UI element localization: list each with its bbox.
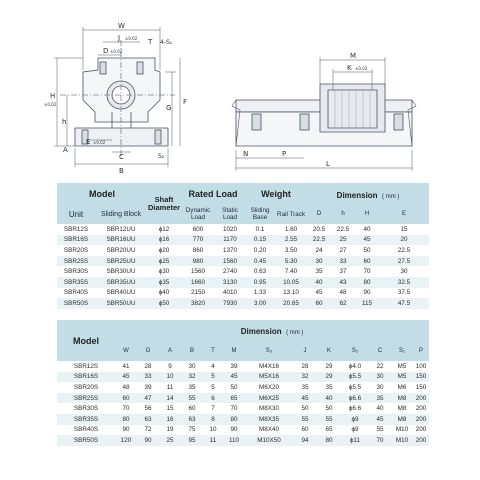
table-cell: ϕ35 xyxy=(147,277,181,288)
table-cell: 80 xyxy=(317,435,341,446)
table-cell: SBR30UU xyxy=(95,266,147,277)
table-cell: 22.5 xyxy=(307,235,331,246)
table-cell: 35 xyxy=(317,382,341,393)
table-cell: 45 xyxy=(115,372,137,383)
table-cell: 60 xyxy=(181,403,203,414)
table-cell: 3.00 xyxy=(245,298,275,309)
label-K-tol: ±0.02 xyxy=(355,66,368,71)
dimension-table-body xyxy=(57,361,429,446)
table-cell: M8 xyxy=(391,414,413,425)
label-W: W xyxy=(118,22,125,30)
label-G: G xyxy=(166,104,172,112)
table-cell: ϕ30 xyxy=(147,266,181,277)
table-cell: M5X16 xyxy=(245,372,293,383)
table-cell: 600 xyxy=(181,224,215,235)
table-cell: 5 xyxy=(203,382,223,393)
rated-load-table xyxy=(57,183,429,309)
table-cell: 35 xyxy=(181,382,203,393)
table-cell: 90 xyxy=(223,425,245,436)
header-model: Model xyxy=(89,188,115,199)
drawing-svg xyxy=(0,0,480,175)
table-cell: 80 xyxy=(223,414,245,425)
table-cell: 4 xyxy=(203,361,223,372)
subheader-dim: T xyxy=(211,347,215,354)
table-cell: 60 xyxy=(293,425,317,436)
table-cell: 1660 xyxy=(181,277,215,288)
table-cell: 48 xyxy=(115,382,137,393)
table-cell: 35 xyxy=(307,266,331,277)
table-cell: SBR40S xyxy=(57,425,115,436)
table-cell: SBR16UU xyxy=(95,235,147,246)
table-cell: 22.5 xyxy=(331,224,355,235)
table-cell: 50 xyxy=(317,403,341,414)
label-N: N xyxy=(243,150,249,158)
support-hole-3 xyxy=(394,114,403,130)
table-row xyxy=(57,245,429,256)
label-D: D xyxy=(103,47,109,55)
table-row xyxy=(57,435,429,446)
table-cell: ϕ50 xyxy=(147,298,181,309)
header-weight: Weight xyxy=(261,188,291,199)
table-cell: SBR50S xyxy=(57,298,95,309)
base-hole-right xyxy=(155,130,161,144)
table-row xyxy=(57,382,429,393)
subheader-sliding-block: Sliding Block xyxy=(100,210,142,218)
table-row xyxy=(57,372,429,383)
table-cell: SBR25UU xyxy=(95,256,147,267)
table-cell: 9 xyxy=(159,361,181,372)
table-cell: M5 xyxy=(391,361,413,372)
table-cell: 40 xyxy=(307,277,331,288)
table-cell: 62 xyxy=(331,298,355,309)
table-cell: 16 xyxy=(159,414,181,425)
table-cell: 55 xyxy=(293,414,317,425)
table-cell: M6X25 xyxy=(245,393,293,404)
table-cell: 7 xyxy=(203,403,223,414)
table-cell: 0.45 xyxy=(245,256,275,267)
table-cell: 80 xyxy=(355,277,379,288)
table-cell: 30 xyxy=(369,372,391,383)
table-cell: ϕ20 xyxy=(147,245,181,256)
table-cell: ϕ40 xyxy=(147,288,181,299)
table-cell: 35 xyxy=(369,393,391,404)
table-cell: 13.10 xyxy=(275,288,307,299)
table-cell: 200 xyxy=(413,425,429,436)
table-cell: 55 xyxy=(317,414,341,425)
table-cell: 1560 xyxy=(215,256,245,267)
subheader-dim: M xyxy=(231,347,237,354)
header-dimension-2-label: Dimension xyxy=(240,327,282,336)
table-cell: 200 xyxy=(413,414,429,425)
table-cell: 94 xyxy=(293,435,317,446)
table-cell: 1370 xyxy=(215,245,245,256)
table-cell: 37.5 xyxy=(379,288,429,299)
table-cell: 55 xyxy=(181,393,203,404)
table-cell: 24 xyxy=(307,245,331,256)
subheader-unit: Unit xyxy=(68,209,84,219)
table-cell: 150 xyxy=(413,372,429,383)
table-cell: SBR20S xyxy=(57,245,95,256)
subheader-rail-track: Rail Track xyxy=(277,210,306,218)
table-cell: 7.40 xyxy=(275,266,307,277)
table-cell: 65 xyxy=(223,393,245,404)
table-cell: 7930 xyxy=(215,298,245,309)
table-cell: ϕ6.6 xyxy=(341,403,369,414)
table-cell: 4010 xyxy=(215,288,245,299)
table-cell: 0.1 xyxy=(245,224,275,235)
dim-M xyxy=(320,57,385,84)
label-H: H xyxy=(50,92,56,100)
table-cell: SBR12S xyxy=(57,361,115,372)
table-row xyxy=(57,361,429,372)
table-cell: 90 xyxy=(115,425,137,436)
table-cell: 29 xyxy=(317,372,341,383)
subheader-dim: P xyxy=(419,347,424,354)
table-cell: 60 xyxy=(307,298,331,309)
table-cell: 11 xyxy=(203,435,223,446)
table-cell: 50 xyxy=(355,245,379,256)
table-cell: 90 xyxy=(355,288,379,299)
table-cell: 860 xyxy=(181,245,215,256)
table-cell: M10 xyxy=(391,425,413,436)
table-cell: M6X20 xyxy=(245,382,293,393)
table-cell: SBR35S xyxy=(57,277,95,288)
table-cell: 70 xyxy=(369,435,391,446)
table-cell: 48 xyxy=(331,288,355,299)
subheader-E: E xyxy=(402,211,407,217)
table-cell: 30 xyxy=(379,266,429,277)
table-cell: 30 xyxy=(181,361,203,372)
table-cell: ϕ6.6 xyxy=(341,393,369,404)
label-T: T xyxy=(148,38,153,46)
table-cell: 2150 xyxy=(181,288,215,299)
label-J-tol: ±0.02 xyxy=(125,36,138,41)
table-cell: 0.20 xyxy=(245,245,275,256)
table-cell: SBR25S xyxy=(57,256,95,267)
label-K: K xyxy=(347,64,352,72)
table-cell: 5.30 xyxy=(275,256,307,267)
header-dimension-2 xyxy=(115,320,429,340)
header-dimension xyxy=(307,183,429,204)
table-cell: 39 xyxy=(223,361,245,372)
table-cell: 2740 xyxy=(215,266,245,277)
table-cell: 5 xyxy=(203,372,223,383)
table-cell: 20.65 xyxy=(275,298,307,309)
table-cell: 30 xyxy=(307,256,331,267)
table-row xyxy=(57,235,429,246)
table-cell: 40 xyxy=(369,403,391,414)
table-cell: 45 xyxy=(355,235,379,246)
subheader-dim: C xyxy=(377,347,383,354)
table-cell: 200 xyxy=(413,435,429,446)
table-cell: M8 xyxy=(391,393,413,404)
table-cell: 980 xyxy=(181,256,215,267)
subheader-dim: W xyxy=(123,347,129,354)
table-cell: 29 xyxy=(317,361,341,372)
table-cell: 1170 xyxy=(215,235,245,246)
table-cell: SBR50UU xyxy=(95,298,147,309)
label-E-tol: ±0.02 xyxy=(93,140,106,145)
table-cell: 72 xyxy=(137,425,159,436)
table-cell: 15 xyxy=(159,403,181,414)
table-cell: SBR35UU xyxy=(95,277,147,288)
table-cell: SBR12UU xyxy=(95,224,147,235)
table-cell: SBR40S xyxy=(57,288,95,299)
table-cell: 50 xyxy=(223,382,245,393)
table-cell: 32 xyxy=(293,372,317,383)
table-row xyxy=(57,414,429,425)
table-cell: 28 xyxy=(293,361,317,372)
table-cell: 39 xyxy=(137,382,159,393)
table-row xyxy=(57,256,429,267)
table-cell: 70 xyxy=(223,403,245,414)
table-row xyxy=(57,298,429,309)
label-P: P xyxy=(282,150,287,158)
table-cell: 0.63 xyxy=(245,266,275,277)
table-cell: ϕ12 xyxy=(147,224,181,235)
technical-drawing xyxy=(0,0,480,175)
table-cell: 47.5 xyxy=(379,298,429,309)
label-J: J xyxy=(118,34,121,42)
table-cell: 55 xyxy=(369,425,391,436)
table-cell: 115 xyxy=(355,298,379,309)
table-cell: 1020 xyxy=(215,224,245,235)
table-cell: 6 xyxy=(203,393,223,404)
table-cell: 33 xyxy=(331,256,355,267)
table-cell: M8X35 xyxy=(245,414,293,425)
table-cell: M10X50 xyxy=(245,435,293,446)
table-cell: 25 xyxy=(159,435,181,446)
table-cell: 70 xyxy=(115,403,137,414)
table-cell: 95 xyxy=(181,435,203,446)
table-cell: ϕ5.5 xyxy=(341,382,369,393)
table-cell: SBR20UU xyxy=(95,245,147,256)
table-cell: 63 xyxy=(137,414,159,425)
table-cell: 20.5 xyxy=(307,224,331,235)
table-cell: 60 xyxy=(115,393,137,404)
dim-L xyxy=(236,150,412,171)
table-cell: 200 xyxy=(413,403,429,414)
table-cell: SBR40UU xyxy=(95,288,147,299)
table-cell: 65 xyxy=(317,425,341,436)
table-cell: 28 xyxy=(137,361,159,372)
table-cell: 1560 xyxy=(181,266,215,277)
table-cell: SBR35S xyxy=(57,414,115,425)
table-cell: SBR16S xyxy=(57,235,95,246)
rated-load-table-body xyxy=(57,224,429,309)
table-cell: 43 xyxy=(331,277,355,288)
table-row xyxy=(57,224,429,235)
table-cell: 22 xyxy=(369,361,391,372)
table-cell: 10 xyxy=(159,372,181,383)
subheader-D: D xyxy=(316,211,322,217)
table-row xyxy=(57,288,429,299)
table-cell: 3820 xyxy=(181,298,215,309)
table-cell: 63 xyxy=(181,414,203,425)
table-cell: 70 xyxy=(355,266,379,277)
table-cell: SBR20S xyxy=(57,382,115,393)
table-cell: 770 xyxy=(181,235,215,246)
block-hole-left xyxy=(100,62,106,74)
subheader-dim: S₃ xyxy=(265,347,273,354)
table-cell: 45 xyxy=(307,288,331,299)
table-cell: 0.15 xyxy=(245,235,275,246)
table-row xyxy=(57,277,429,288)
block-hole-right xyxy=(137,62,143,74)
table-cell: 80 xyxy=(115,414,137,425)
table-cell: M8X40 xyxy=(245,425,293,436)
table-cell: 10.05 xyxy=(275,277,307,288)
table-cell: 14 xyxy=(159,393,181,404)
table-cell: 41 xyxy=(115,361,137,372)
table-cell: SBR30S xyxy=(57,403,115,414)
table-row xyxy=(57,425,429,436)
label-F: F xyxy=(183,98,188,106)
subheader-sliding-base: Sliding Base xyxy=(250,207,270,221)
table-cell: 150 xyxy=(413,382,429,393)
table-cell: 40 xyxy=(355,224,379,235)
table-cell: M8 xyxy=(391,403,413,414)
table-cell: 22.5 xyxy=(379,245,429,256)
table-cell: 3130 xyxy=(215,277,245,288)
label-A: A xyxy=(63,146,68,154)
table-cell: 0.95 xyxy=(245,277,275,288)
header-shaft-diameter: Shaft Diameter xyxy=(147,194,181,212)
label-D-tol: ±0.02 xyxy=(110,49,123,54)
table-cell: 19 xyxy=(159,425,181,436)
table-cell: ϕ11 xyxy=(341,435,369,446)
table-cell: SBR30S xyxy=(57,266,95,277)
subheader-dim: S₁ xyxy=(398,347,406,354)
subheader-h: h xyxy=(341,211,345,217)
table-cell: SBR16S xyxy=(57,372,115,383)
header-model-2: Model xyxy=(73,335,99,346)
header-rated-load: Rated Load xyxy=(188,188,238,199)
table-cell: 110 xyxy=(223,435,245,446)
table-cell: 11 xyxy=(159,382,181,393)
subheader-dynamic-load: Dynamic Load xyxy=(185,207,211,221)
table-cell: M6 xyxy=(391,382,413,393)
label-S2: S₂ xyxy=(158,153,165,160)
subheader-static-load: Static Load xyxy=(222,207,238,221)
label-M: M xyxy=(350,52,357,60)
table-cell: 37 xyxy=(331,266,355,277)
table-cell: ϕ9 xyxy=(341,414,369,425)
label-h: h xyxy=(62,118,67,126)
table-cell: SBR50S xyxy=(57,435,115,446)
table-cell: M4X16 xyxy=(245,361,293,372)
table-cell: 10 xyxy=(203,425,223,436)
table-cell: 1.60 xyxy=(275,224,307,235)
support-hole-1 xyxy=(252,114,261,130)
subheader-dim: A xyxy=(167,347,172,354)
table-cell: 50 xyxy=(293,403,317,414)
table-cell: 200 xyxy=(413,393,429,404)
table-cell: 32.5 xyxy=(379,277,429,288)
table-cell: 15 xyxy=(379,224,429,235)
table-cell: 25 xyxy=(331,235,355,246)
table-row xyxy=(57,403,429,414)
table-cell: M10 xyxy=(391,435,413,446)
table-cell: ϕ25 xyxy=(147,256,181,267)
header-dimension-label: Dimension xyxy=(336,190,378,200)
label-B: B xyxy=(119,167,124,175)
table-cell: 40 xyxy=(317,393,341,404)
subheader-dim: B xyxy=(189,347,194,354)
subheader-H: H xyxy=(364,211,370,217)
table-cell: 27 xyxy=(331,245,355,256)
subheader-dim: K xyxy=(326,347,331,354)
label-L: L xyxy=(326,160,330,168)
table-cell: 3.50 xyxy=(275,245,307,256)
table-cell: 27.5 xyxy=(379,256,429,267)
table-cell: 45 xyxy=(369,414,391,425)
label-H-tol: ±0.02 xyxy=(44,102,57,107)
table-cell: 30 xyxy=(369,382,391,393)
table-cell: 45 xyxy=(223,372,245,383)
table-cell: M8X30 xyxy=(245,403,293,414)
label-S1: 4-S₁ xyxy=(160,39,173,46)
table-cell: SBR25S xyxy=(57,393,115,404)
table-cell: 56 xyxy=(137,403,159,414)
label-E: E xyxy=(86,138,91,146)
dimension-table xyxy=(57,320,429,446)
table-cell: ϕ9 xyxy=(341,425,369,436)
table-cell: 1.33 xyxy=(245,288,275,299)
table-cell: 45 xyxy=(293,393,317,404)
table-cell: 8 xyxy=(203,414,223,425)
side-block xyxy=(320,84,385,132)
header-dimension-2-unit: ( mm ) xyxy=(286,330,304,336)
table-cell: ϕ5.5 xyxy=(341,372,369,383)
subheader-dim: J xyxy=(303,347,307,354)
table-row xyxy=(57,266,429,277)
table-row xyxy=(57,393,429,404)
table-cell: 75 xyxy=(181,425,203,436)
table-cell: 100 xyxy=(413,361,429,372)
table-cell: 32 xyxy=(181,372,203,383)
table-cell: 90 xyxy=(137,435,159,446)
table-cell: 2.55 xyxy=(275,235,307,246)
table-cell: 120 xyxy=(115,435,137,446)
table-cell: 47 xyxy=(137,393,159,404)
table-cell: ϕ16 xyxy=(147,235,181,246)
table-cell: 33 xyxy=(137,372,159,383)
table-cell: 60 xyxy=(355,256,379,267)
support-hole-2 xyxy=(300,114,309,130)
label-C: C xyxy=(119,153,124,161)
subheader-dim: S₂ xyxy=(351,347,359,354)
table-cell: 35 xyxy=(293,382,317,393)
table-cell: M5 xyxy=(391,372,413,383)
table-cell: ϕ4.0 xyxy=(341,361,369,372)
subheader-dim: G xyxy=(145,347,151,354)
header-dimension-unit: ( mm ) xyxy=(382,193,400,200)
table-cell: 20 xyxy=(379,235,429,246)
table-cell: SBR12S xyxy=(57,224,95,235)
